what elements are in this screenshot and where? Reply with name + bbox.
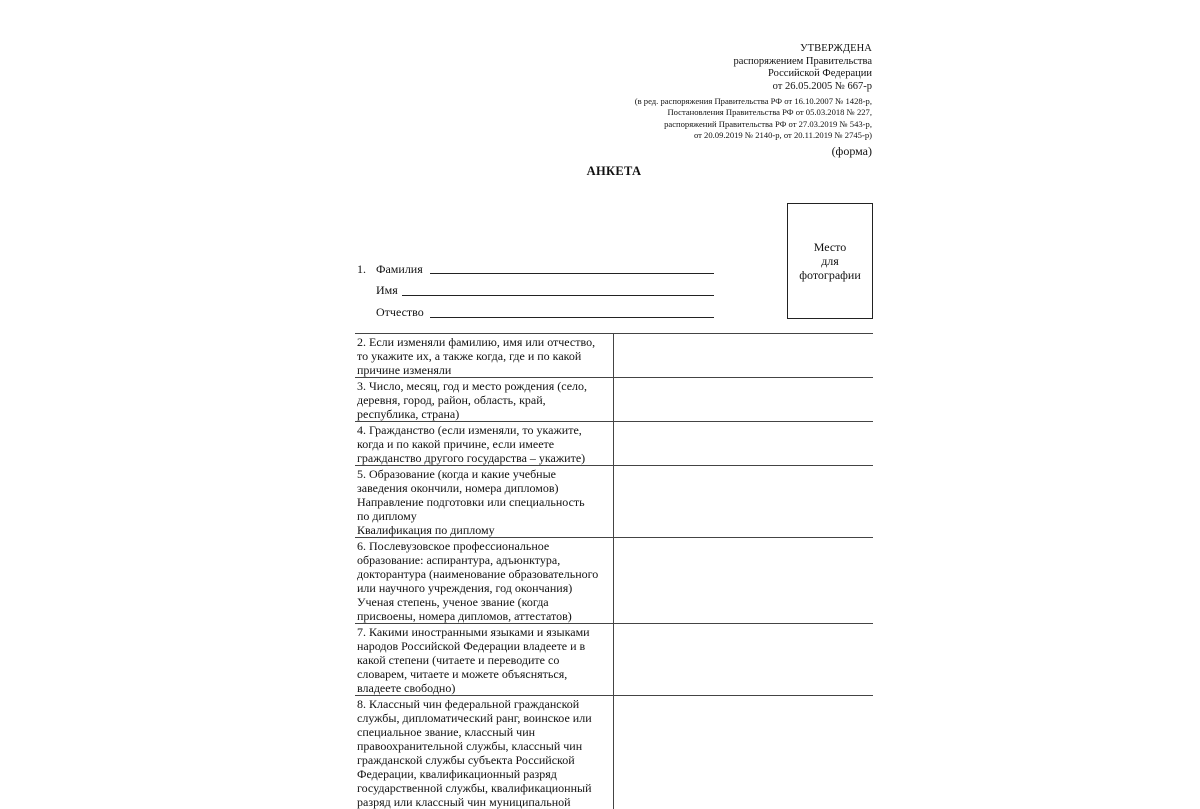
- question-cell: [355, 334, 613, 378]
- item-number-1: 1.: [357, 262, 366, 277]
- question-cell: [355, 624, 613, 696]
- question-text: или научного учреждения, год окончания): [357, 581, 611, 595]
- approval-line: УТВЕРЖДЕНА: [640, 43, 872, 56]
- question-text: 2. Если изменяли фамилию, имя или отчество,: [357, 335, 611, 349]
- approval-stamp: [640, 43, 872, 93]
- question-text: Ученая степень, ученое звание (когда: [357, 595, 611, 609]
- question-text: гражданской службы субъекта Российской: [357, 753, 611, 767]
- question-text: образование: аспирантура, адъюнктура,: [357, 553, 611, 567]
- table-row: [355, 466, 873, 538]
- photo-caption-line: фотографии: [788, 268, 872, 282]
- name-field[interactable]: [402, 295, 714, 296]
- question-text: когда и по какой причине, если имеете: [357, 437, 611, 451]
- question-text: правоохранительной службы, классный чин: [357, 739, 611, 753]
- amendment-line: от 20.09.2019 № 2140-р, от 20.11.2019 № 2745-р): [560, 130, 872, 141]
- surname-label: Фамилия: [376, 262, 423, 277]
- photo-placeholder[interactable]: [787, 203, 873, 319]
- amendments-note: [560, 96, 872, 141]
- question-text: 6. Послевузовское профессиональное: [357, 539, 611, 553]
- question-text: словарем, читаете и можете объясняться,: [357, 667, 611, 681]
- question-text: деревня, город, район, область, край,: [357, 393, 611, 407]
- question-text: службы, дипломатический ранг, воинское или: [357, 711, 611, 725]
- answer-cell[interactable]: [613, 538, 873, 624]
- patronymic-label: Отчество: [376, 305, 424, 320]
- question-text: республика, страна): [357, 407, 611, 421]
- question-text: то укажите их, а также когда, где и по какой: [357, 349, 611, 363]
- question-text: 8. Классный чин федеральной гражданской: [357, 697, 611, 711]
- question-cell: [355, 422, 613, 466]
- answer-cell[interactable]: [613, 696, 873, 809]
- question-cell: [355, 538, 613, 624]
- question-text: гражданство другого государства – укажите): [357, 451, 611, 465]
- question-text: государственной службы, квалификационный: [357, 781, 611, 795]
- table-row: [355, 334, 873, 378]
- question-text: присвоены, номера дипломов, аттестатов): [357, 609, 611, 623]
- patronymic-field[interactable]: [430, 317, 714, 318]
- question-text: владеете свободно): [357, 681, 611, 695]
- table-row: [355, 422, 873, 466]
- photo-caption-line: для: [788, 254, 872, 268]
- question-text: докторантура (наименование образовательного: [357, 567, 611, 581]
- table-row: [355, 378, 873, 422]
- question-text: специальное звание, классный чин: [357, 725, 611, 739]
- question-text: заведения окончили, номера дипломов): [357, 481, 611, 495]
- question-text: причине изменяли: [357, 363, 611, 377]
- question-text: 7. Какими иностранными языками и языками: [357, 625, 611, 639]
- approval-line: от 26.05.2005 № 667-р: [640, 81, 872, 94]
- table-row: [355, 696, 873, 809]
- question-text: Федерации, квалификационный разряд: [357, 767, 611, 781]
- question-text: 4. Гражданство (если изменяли, то укажите,: [357, 423, 611, 437]
- answer-cell[interactable]: [613, 334, 873, 378]
- question-text: 3. Число, месяц, год и место рождения (село,: [357, 379, 611, 393]
- table-row: [355, 538, 873, 624]
- photo-caption: [788, 240, 872, 282]
- question-cell: [355, 378, 613, 422]
- question-text: по диплому: [357, 509, 611, 523]
- answer-cell[interactable]: [613, 624, 873, 696]
- document-title: АНКЕТА: [500, 164, 728, 179]
- approval-line: распоряжением Правительства: [640, 56, 872, 69]
- photo-caption-line: Место: [788, 240, 872, 254]
- form-label: (форма): [760, 144, 872, 159]
- amendment-line: распоряжений Правительства РФ от 27.03.2019 № 543-р,: [560, 119, 872, 130]
- table-row: [355, 624, 873, 696]
- question-text: разряд или классный чин муниципальной: [357, 795, 611, 809]
- surname-field[interactable]: [430, 273, 714, 274]
- approval-line: Российской Федерации: [640, 68, 872, 81]
- answer-cell[interactable]: [613, 466, 873, 538]
- question-text: 5. Образование (когда и какие учебные: [357, 467, 611, 481]
- amendment-line: Постановления Правительства РФ от 05.03.2018 № 227,: [560, 107, 872, 118]
- amendment-line: (в ред. распоряжения Правительства РФ от 16.10.2007 № 1428-р,: [560, 96, 872, 107]
- question-text: какой степени (читаете и переводите со: [357, 653, 611, 667]
- answer-cell[interactable]: [613, 422, 873, 466]
- question-text: Квалификация по диплому: [357, 523, 611, 537]
- question-text: Направление подготовки или специальность: [357, 495, 611, 509]
- question-text: народов Российской Федерации владеете и в: [357, 639, 611, 653]
- question-cell: [355, 466, 613, 538]
- name-label: Имя: [376, 283, 398, 298]
- question-cell: [355, 696, 613, 809]
- answer-cell[interactable]: [613, 378, 873, 422]
- questionnaire-table: [355, 333, 873, 809]
